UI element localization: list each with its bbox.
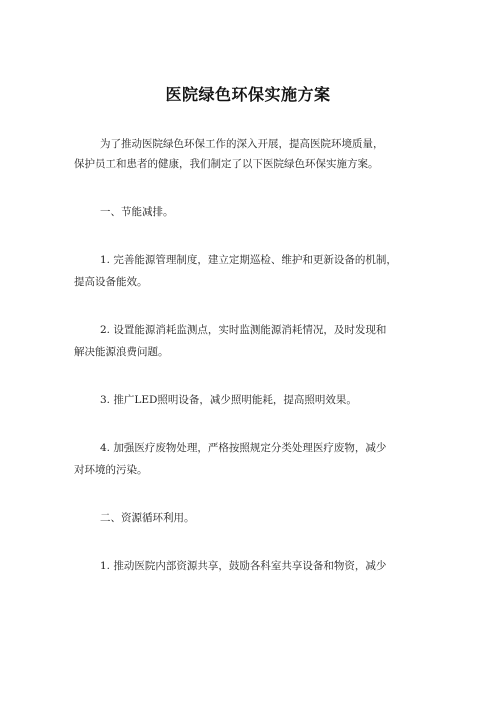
list-item-line: 2. 设置能源消耗监测点，实时监测能源消耗情况，及时发现和	[100, 324, 387, 336]
paragraph-line: 保护员工和患者的健康，我们制定了以下医院绿色环保实施方案。	[74, 158, 379, 170]
paragraph-line: 为了推动医院绿色环保工作的深入开展，提高医院环境质量，	[100, 138, 384, 150]
list-item-line: 3. 推广LED照明设备，减少照明能耗，提高照明效果。	[100, 394, 357, 406]
section-heading: 二、资源循环利用。	[100, 512, 195, 524]
list-item-line: 对环境的污染。	[74, 464, 148, 476]
section-heading: 一、节能减排。	[100, 206, 174, 218]
list-item-line: 1. 推动医院内部资源共享，鼓励各科室共享设备和物资，减少	[100, 560, 387, 572]
list-item-line: 解决能源浪费问题。	[74, 346, 169, 358]
list-item-line: 4. 加强医疗废物处理，严格按照规定分类处理医疗废物，减少	[100, 442, 387, 454]
list-item-line: 1. 完善能源管理制度，建立定期巡检、维护和更新设备的机制，	[100, 254, 397, 266]
document-title: 医院绿色环保实施方案	[165, 85, 331, 104]
list-item-line: 提高设备能效。	[74, 276, 148, 288]
